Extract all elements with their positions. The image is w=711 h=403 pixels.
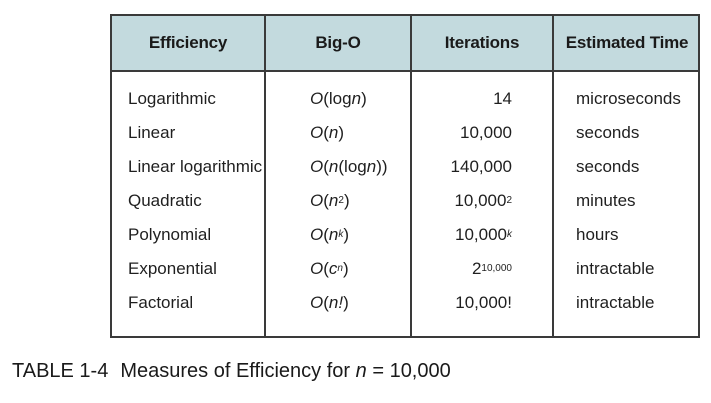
big-o-cell: O ( n (log n ))	[310, 157, 388, 176]
table-row	[112, 150, 698, 184]
caption-value: = 10,000	[372, 360, 451, 382]
table-row	[112, 184, 698, 218]
table-row	[112, 116, 698, 150]
iterations-cell: 10,000	[460, 123, 512, 142]
table-row	[112, 82, 698, 116]
table-header	[112, 16, 698, 72]
table-caption	[12, 360, 451, 383]
time-cell: minutes	[576, 191, 636, 210]
efficiency-cell: Logarithmic	[128, 89, 216, 108]
iterations-cell: 10,000!	[455, 293, 512, 312]
time-cell: hours	[576, 225, 619, 244]
big-o-cell: O (log n )	[310, 89, 367, 108]
efficiency-cell: Linear logarithmic	[128, 157, 263, 176]
caption-variable: n	[355, 360, 367, 382]
iterations-cell: 140,000	[450, 157, 512, 176]
header-big-o: Big-O	[315, 33, 361, 52]
big-o-cell: O ( n! )	[310, 293, 349, 312]
iterations-cell: 14	[493, 89, 512, 108]
time-cell: intractable	[576, 293, 655, 312]
caption-text: Measures of Efficiency for	[120, 360, 351, 382]
efficiency-table	[110, 14, 700, 338]
big-o-cell: O ( n )	[310, 123, 345, 142]
iterations-cell: 2 10,000	[471, 259, 512, 278]
table-row	[112, 218, 698, 252]
caption-label: TABLE 1-4	[12, 360, 109, 382]
efficiency-cell: Factorial	[128, 293, 194, 312]
time-cell: seconds	[576, 123, 640, 142]
header-efficiency: Efficiency	[148, 33, 228, 52]
table-row	[112, 286, 698, 320]
efficiency-cell: Exponential	[128, 259, 217, 278]
table-row	[112, 252, 698, 286]
efficiency-cell: Polynomial	[128, 225, 212, 244]
big-o-cell: O ( c n )	[310, 259, 349, 278]
time-cell: intractable	[576, 259, 655, 278]
iterations-cell: 10,000 k	[455, 225, 512, 244]
header-estimated-time: Estimated Time	[565, 33, 689, 52]
efficiency-cell: Linear	[128, 123, 176, 142]
big-o-cell: O ( n 2 )	[310, 191, 350, 210]
iterations-cell: 10,000 2	[454, 191, 512, 210]
time-cell: microseconds	[576, 89, 681, 108]
header-iterations: Iterations	[444, 33, 520, 52]
big-o-cell: O ( n k )	[310, 225, 350, 244]
time-cell: seconds	[576, 157, 640, 176]
efficiency-cell: Quadratic	[128, 191, 202, 210]
